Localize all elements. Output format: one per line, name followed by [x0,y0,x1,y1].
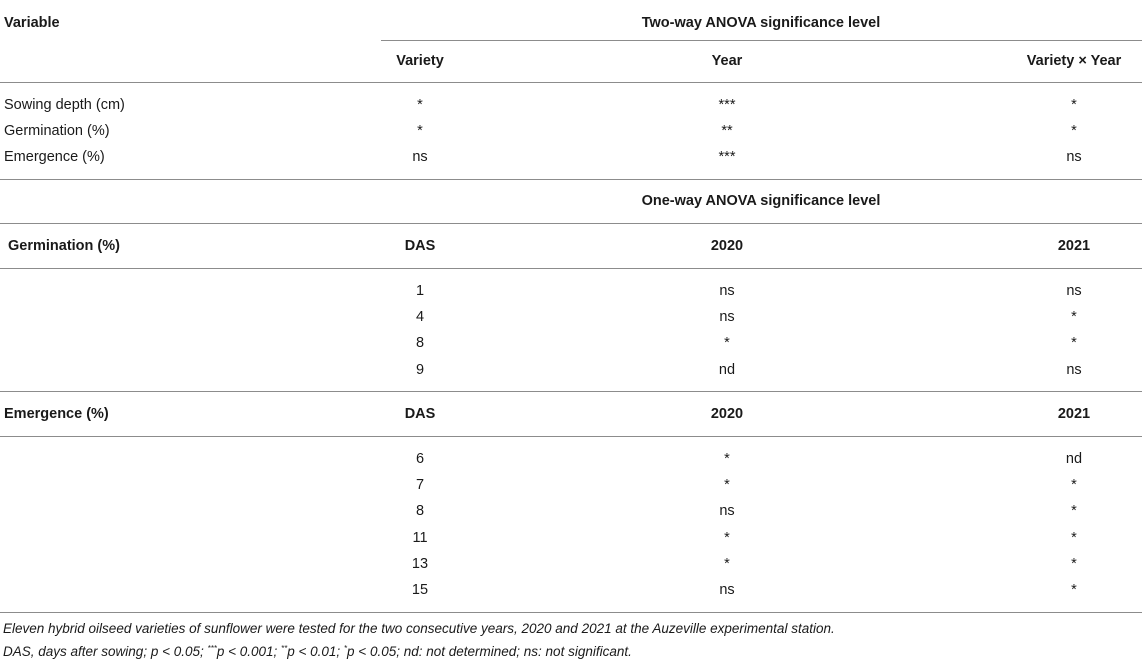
das-value: 8 [415,503,425,519]
header-subrule [381,40,1142,41]
one-way-title-rule [0,223,1142,224]
two-way-anova-title: Two-way ANOVA significance level [641,15,881,31]
value-2020: ns [719,283,735,299]
value-2021: * [1071,582,1077,598]
variety-value: * [417,97,423,113]
superscript-marker: ** [281,644,288,653]
superscript-marker: * [343,644,348,653]
value-2020: * [724,477,730,493]
year-2020-header: 2020 [710,406,744,422]
year-value: ** [721,123,733,139]
das-value: 13 [411,556,429,572]
footnote-text: p < 0.01; [287,644,344,659]
value-2020: nd [718,362,736,378]
footnote-line-1: Eleven hybrid oilseed varieties of sunflower were tested for the two consecutive years, 2020 and 2021 at the Auzeville experimental station. [3,621,835,636]
footnote-text: DAS, days after sowing; p < 0.05; [3,644,208,659]
value-2020: ns [719,503,735,519]
value-2021: * [1071,556,1077,572]
das-value: 9 [415,362,425,378]
year-value: *** [718,97,736,113]
footnote-text: p < 0.001; [216,644,282,659]
value-2021: nd [1065,451,1083,467]
value-2021: ns [1066,283,1082,299]
das-header: DAS [404,238,436,254]
value-2020: * [724,451,730,467]
das-value: 11 [412,530,428,546]
emergence-header-rule [0,436,1142,437]
emergence-header: Emergence (%) [4,406,109,422]
year-2021-header: 2021 [1057,406,1091,422]
section-rule [0,179,1142,180]
value-2020: ns [719,309,735,325]
col-header-variety-x-year: Variety × Year [1026,53,1122,69]
interaction-value: ns [1066,149,1082,165]
das-value: 4 [415,309,425,325]
value-2021: * [1071,530,1077,546]
year-value: *** [718,149,736,165]
year-2021-header: 2021 [1057,238,1091,254]
interaction-value: * [1071,123,1077,139]
variety-value: ns [412,149,428,165]
col-header-variety: Variety [396,53,444,69]
table-bottom-rule [0,612,1142,613]
row-label: Germination (%) [4,123,110,139]
das-header: DAS [404,406,436,422]
row-label: Emergence (%) [4,149,105,165]
das-value: 6 [415,451,425,467]
value-2020: * [724,556,730,572]
das-value: 1 [415,283,425,299]
germination-end-rule [0,391,1142,392]
germination-header-rule [0,268,1142,269]
das-value: 8 [415,335,425,351]
value-2021: ns [1066,362,1082,378]
value-2021: * [1071,309,1077,325]
variety-value: * [417,123,423,139]
col-header-year: Year [711,53,743,69]
row-label: Sowing depth (cm) [4,97,125,113]
value-2021: * [1071,335,1077,351]
value-2020: * [724,335,730,351]
germination-header: Germination (%) [8,238,120,254]
das-value: 15 [411,582,429,598]
value-2020: ns [719,582,735,598]
footnote-line-2 [3,640,632,660]
variable-header: Variable [4,15,60,31]
year-2020-header: 2020 [710,238,744,254]
das-value: 7 [415,477,425,493]
value-2021: * [1071,503,1077,519]
header-rule [0,82,1142,83]
value-2020: * [724,530,730,546]
interaction-value: * [1071,97,1077,113]
value-2021: * [1071,477,1077,493]
one-way-anova-title: One-way ANOVA significance level [641,193,881,209]
superscript-marker: *** [207,644,217,653]
footnote-text: p < 0.05; nd: not determined; ns: not significant. [347,644,632,659]
